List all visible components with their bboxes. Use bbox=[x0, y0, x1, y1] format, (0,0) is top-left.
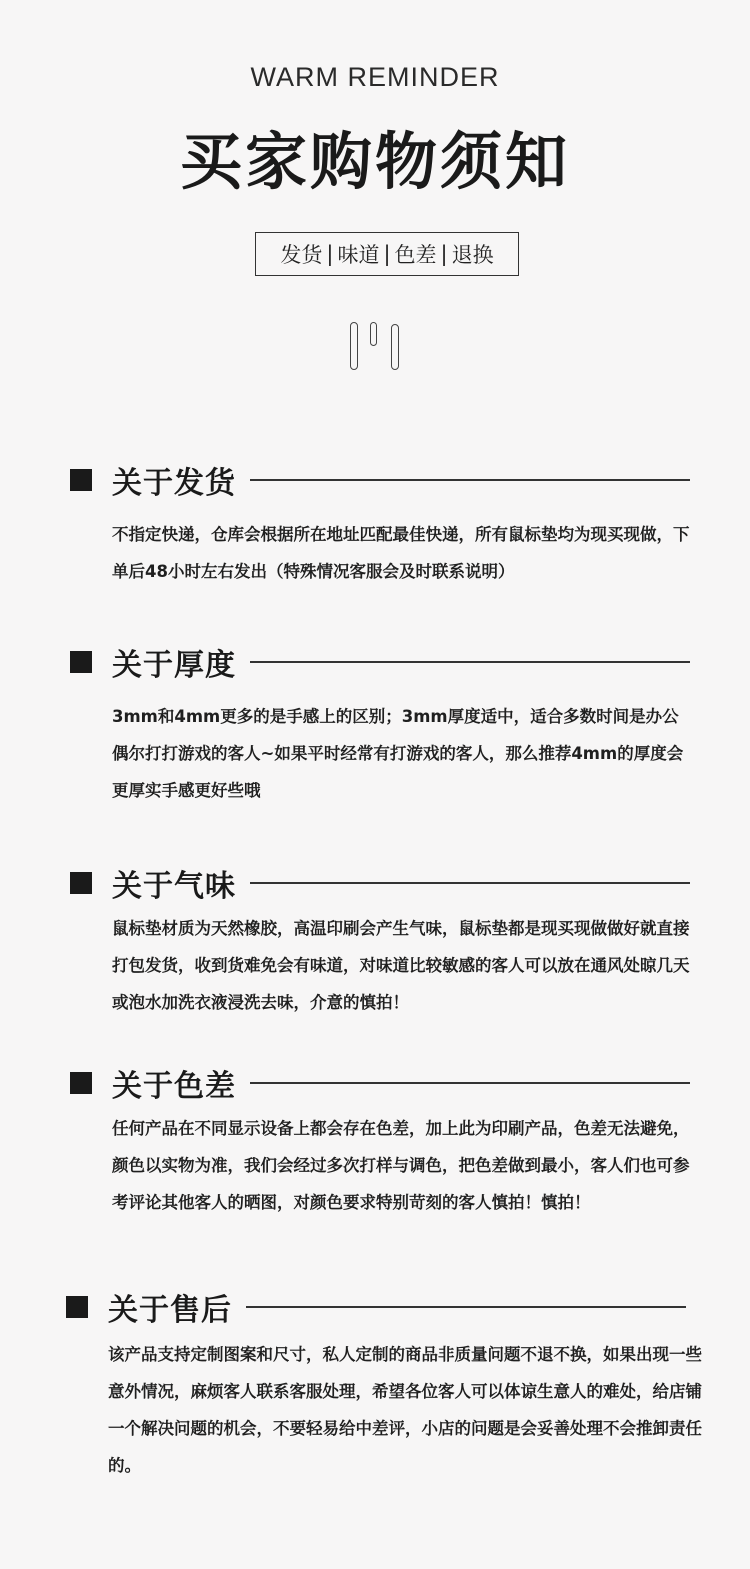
square-bullet-icon bbox=[70, 469, 92, 491]
section-body-after-sales: 该产品支持定制图案和尺寸，私人定制的商品非质量问题不退不换，如果出现一些意外情况，麻烦客人联系客服处理，希望各位客人可以体谅生意人的难处，给店铺一个解决问题的机会，不要轻易给中差评，小店的问题是会妥善处理不会推卸责任的。 bbox=[108, 1345, 702, 1475]
section-header-color-difference bbox=[70, 1063, 690, 1103]
divider-line bbox=[250, 479, 690, 481]
section-heading: 关于售后 bbox=[108, 1293, 232, 1328]
tag-separator: | bbox=[326, 242, 334, 266]
section-heading: 关于发货 bbox=[112, 466, 236, 501]
tag-separator: | bbox=[383, 242, 391, 266]
tag-smell: 味道 bbox=[337, 243, 380, 267]
page-title: 买家购物须知 bbox=[179, 125, 570, 198]
square-bullet-icon bbox=[70, 1072, 92, 1094]
tag-color-difference: 色差 bbox=[394, 243, 437, 267]
divider-line bbox=[250, 661, 690, 663]
section-header-smell bbox=[70, 863, 690, 903]
square-bullet-icon bbox=[66, 1296, 88, 1318]
tag-returns: 退换 bbox=[451, 243, 494, 267]
divider-line bbox=[246, 1306, 686, 1308]
section-body-shipping: 不指定快递，仓库会根据所在地址匹配最佳快递，所有鼠标垫均为现买现做，下单后48小时左右发出（特殊情况客服会及时联系说明） bbox=[112, 525, 690, 581]
divider-line bbox=[250, 1082, 690, 1084]
divider-line bbox=[250, 882, 690, 884]
decorative-bars-icon bbox=[350, 322, 402, 372]
section-heading: 关于气味 bbox=[112, 869, 236, 904]
section-header-after-sales bbox=[66, 1287, 686, 1327]
section-heading: 关于厚度 bbox=[112, 648, 236, 683]
section-header-shipping bbox=[70, 460, 690, 500]
square-bullet-icon bbox=[70, 651, 92, 673]
section-body-smell: 鼠标垫材质为天然橡胶，高温印刷会产生气味，鼠标垫都是现买现做做好就直接打包发货，收到货难免会有味道，对味道比较敏感的客人可以放在通风处晾几天或泡水加洗衣液浸洗去味，介意的慎拍！ bbox=[112, 919, 690, 1012]
section-body-color-difference: 任何产品在不同显示设备上都会存在色差，加上此为印刷产品，色差无法避免，颜色以实物为准，我们会经过多次打样与调色，把色差做到最小，客人们也可参考评论其他客人的晒图，对颜色要求特别苛刻的客人慎拍！慎拍！ bbox=[112, 1119, 690, 1212]
tag-separator: | bbox=[440, 242, 448, 266]
section-header-thickness bbox=[70, 642, 690, 682]
reminder-subtitle: WARM REMINDER bbox=[250, 62, 500, 92]
topic-tags-box bbox=[255, 232, 519, 276]
square-bullet-icon bbox=[70, 872, 92, 894]
section-body-thickness: 3mm和4mm更多的是手感上的区别；3mm厚度适中，适合多数时间是办公偶尔打打游戏的客人~如果平时经常有打游戏的客人，那么推荐4mm的厚度会更厚实手感更好些哦 bbox=[112, 707, 684, 800]
tag-shipping: 发货 bbox=[280, 243, 323, 267]
section-heading: 关于色差 bbox=[112, 1069, 236, 1104]
